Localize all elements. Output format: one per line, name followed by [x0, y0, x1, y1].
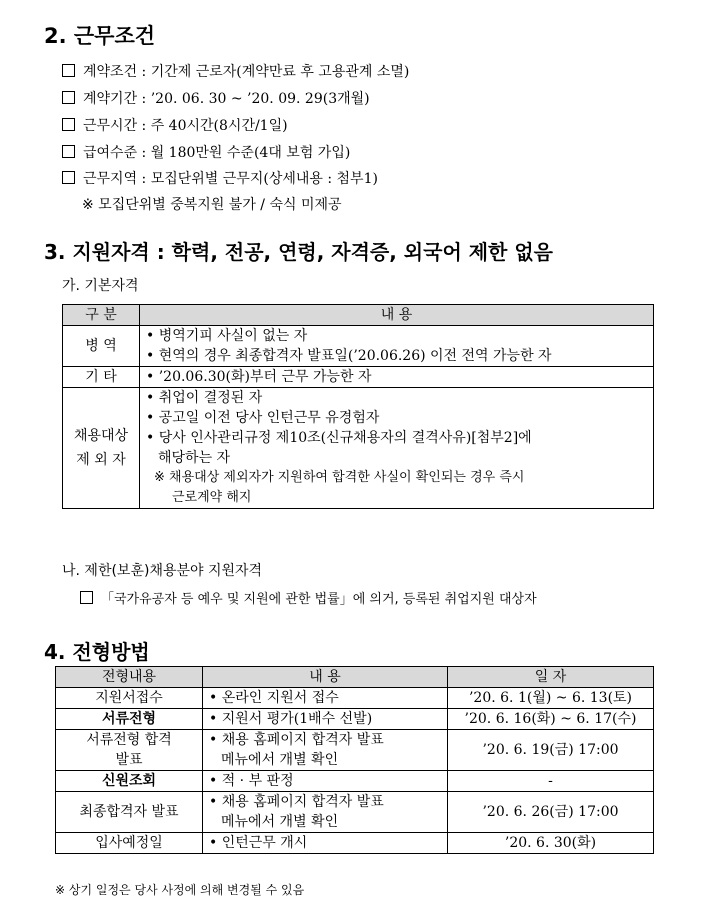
checkbox-icon: [62, 145, 75, 158]
row-excluded: 채용대상 제 외 자: [63, 388, 140, 509]
stage-content: • 지원서 평가(1배수 선발): [203, 709, 448, 730]
section-2-note: ※ 모집단위별 중복지원 불가 / 숙식 미제공: [82, 197, 342, 213]
header-category: 구 분: [63, 305, 140, 326]
row-other: 기 타: [63, 367, 140, 388]
stage-name: 입사예정일: [56, 833, 203, 854]
subsection-b-item: 「국가유공자 등 예우 및 지원에 관한 법률」에 의거, 등록된 취업지원 대상자: [80, 590, 537, 610]
header-stage: 전형내용: [56, 667, 203, 688]
stage-name: 서류전형 합격발표: [56, 730, 203, 771]
stage-name: 서류전형: [56, 709, 203, 730]
subsection-a-title: 가. 기본자격: [62, 278, 139, 294]
condition-item: 급여수준 : 월 180만원 수준(4대 보험 가입): [62, 143, 350, 163]
row-military: 병 역: [63, 326, 140, 367]
selection-process-table: [55, 666, 654, 854]
header-content: 내 용: [203, 667, 448, 688]
stage-content: • 적 · 부 판정: [203, 771, 448, 792]
row-content: • 병역기피 사실이 없는 자 • 현역의 경우 최종합격자 발표일(’20.06.26) 이전 전역 가능한 자: [140, 326, 654, 367]
checkbox-icon: [62, 118, 75, 131]
stage-date: ’20. 6. 19(금) 17:00: [448, 730, 654, 771]
stage-date: -: [448, 771, 654, 792]
condition-item: 계약조건 : 기간제 근로자(계약만료 후 고용관계 소멸): [62, 62, 409, 82]
checkbox-icon: [62, 64, 75, 77]
stage-date: ’20. 6. 26(금) 17:00: [448, 792, 654, 833]
stage-date: ’20. 6. 30(화): [448, 833, 654, 854]
checkbox-icon: [62, 171, 75, 184]
stage-name: 지원서접수: [56, 688, 203, 709]
section-3-title: 3. 지원자격 : 학력, 전공, 연령, 자격증, 외국어 제한 없음: [44, 240, 553, 264]
schedule-footnote: ※ 상기 일정은 당사 사정에 의해 변경될 수 있음: [55, 883, 305, 897]
stage-name: 최종합격자 발표: [56, 792, 203, 833]
row-content: • ’20.06.30(화)부터 근무 가능한 자: [140, 367, 654, 388]
stage-name: 신원조회: [56, 771, 203, 792]
stage-date: ’20. 6. 1(월) ~ 6. 13(토): [448, 688, 654, 709]
stage-content: • 온라인 지원서 접수: [203, 688, 448, 709]
row-content: • 취업이 결정된 자 • 공고일 이전 당사 인턴근무 유경험자 • 당사 인사관리규정 제10조(신규채용자의 결격사유)[첨부2]에 해당하는 자 ※ 채용대상 제외자가 지원하여 합격한 사실이 확인되는 경우 즉시 근로계약 해지: [140, 388, 654, 509]
header-date: 일 자: [448, 667, 654, 688]
stage-date: ’20. 6. 16(화) ~ 6. 17(수): [448, 709, 654, 730]
subsection-b-title: 나. 제한(보훈)채용분야 지원자격: [62, 563, 263, 579]
checkbox-icon: [80, 591, 93, 604]
header-content: 내 용: [140, 305, 654, 326]
stage-content: • 채용 홈페이지 합격자 발표 메뉴에서 개별 확인: [203, 792, 448, 833]
checkbox-icon: [62, 91, 75, 104]
stage-content: • 채용 홈페이지 합격자 발표 메뉴에서 개별 확인: [203, 730, 448, 771]
condition-item: 계약기간 : ’20. 06. 30 ~ ’20. 09. 29(3개월): [62, 89, 370, 109]
section-4-title: 4. 전형방법: [44, 640, 150, 664]
section-2-title: 2. 근무조건: [44, 24, 156, 48]
condition-item: 근무지역 : 모집단위별 근무지(상세내용 : 첨부1): [62, 169, 378, 189]
condition-item: 근무시간 : 주 40시간(8시간/1일): [62, 116, 288, 136]
stage-content: • 인턴근무 개시: [203, 833, 448, 854]
basic-qualification-table: [62, 304, 654, 509]
